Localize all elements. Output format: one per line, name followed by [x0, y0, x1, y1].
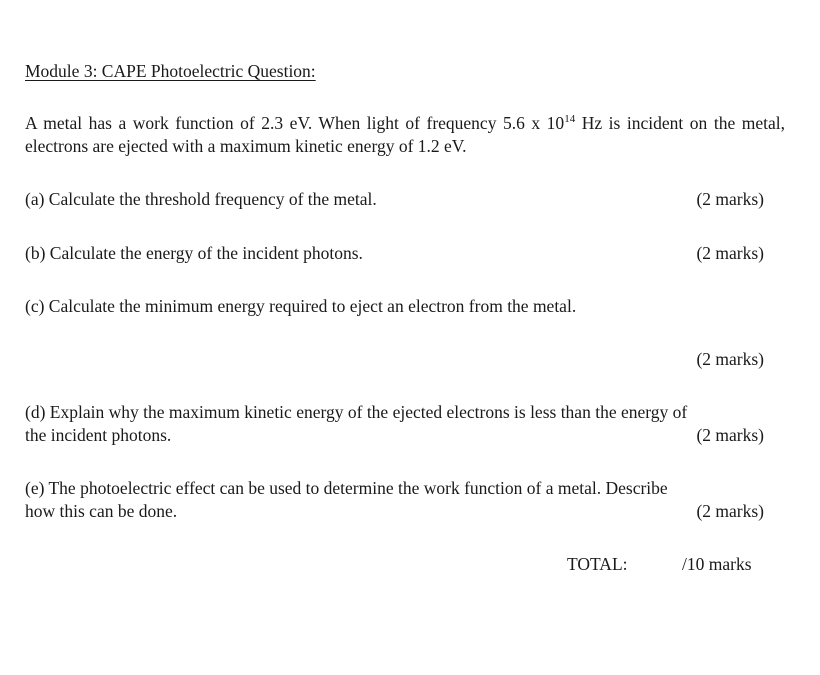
question-e-line1: (e) The photoelectric effect can be used to determine the work function of a metal. Describe — [25, 478, 668, 498]
question-c-marks: (2 marks) — [696, 349, 764, 369]
question-b-text: (b) Calculate the energy of the incident photons. — [25, 243, 363, 263]
intro-exponent: 14 — [564, 113, 576, 125]
question-d-marks: (2 marks) — [696, 425, 764, 445]
question-c-text: (c) Calculate the minimum energy required to eject an electron from the metal. — [25, 296, 577, 316]
total-marks: /10 marks — [682, 554, 752, 574]
question-e-line2: how this can be done. — [25, 501, 178, 521]
intro-text-part2: Hz is incident on the metal, electrons are ejected with a maximum kinetic energy of 1.2 eV. — [25, 113, 785, 156]
intro-text-part1: A metal has a work function of 2.3 eV. When light of frequency 5.6 x 10 — [25, 113, 565, 133]
total-label: TOTAL: — [567, 554, 628, 574]
question-d-line1: (d) Explain why the maximum kinetic energy of the ejected electrons is less than the energy of — [25, 402, 688, 422]
question-a-text: (a) Calculate the threshold frequency of the metal. — [25, 189, 377, 209]
question-intro — [25, 112, 785, 158]
question-b-marks: (2 marks) — [696, 243, 764, 263]
question-a-marks: (2 marks) — [696, 189, 764, 209]
page-title: Module 3: CAPE Photoelectric Question: — [25, 61, 316, 81]
question-e-marks: (2 marks) — [696, 501, 764, 521]
question-d-line2: the incident photons. — [25, 425, 172, 445]
